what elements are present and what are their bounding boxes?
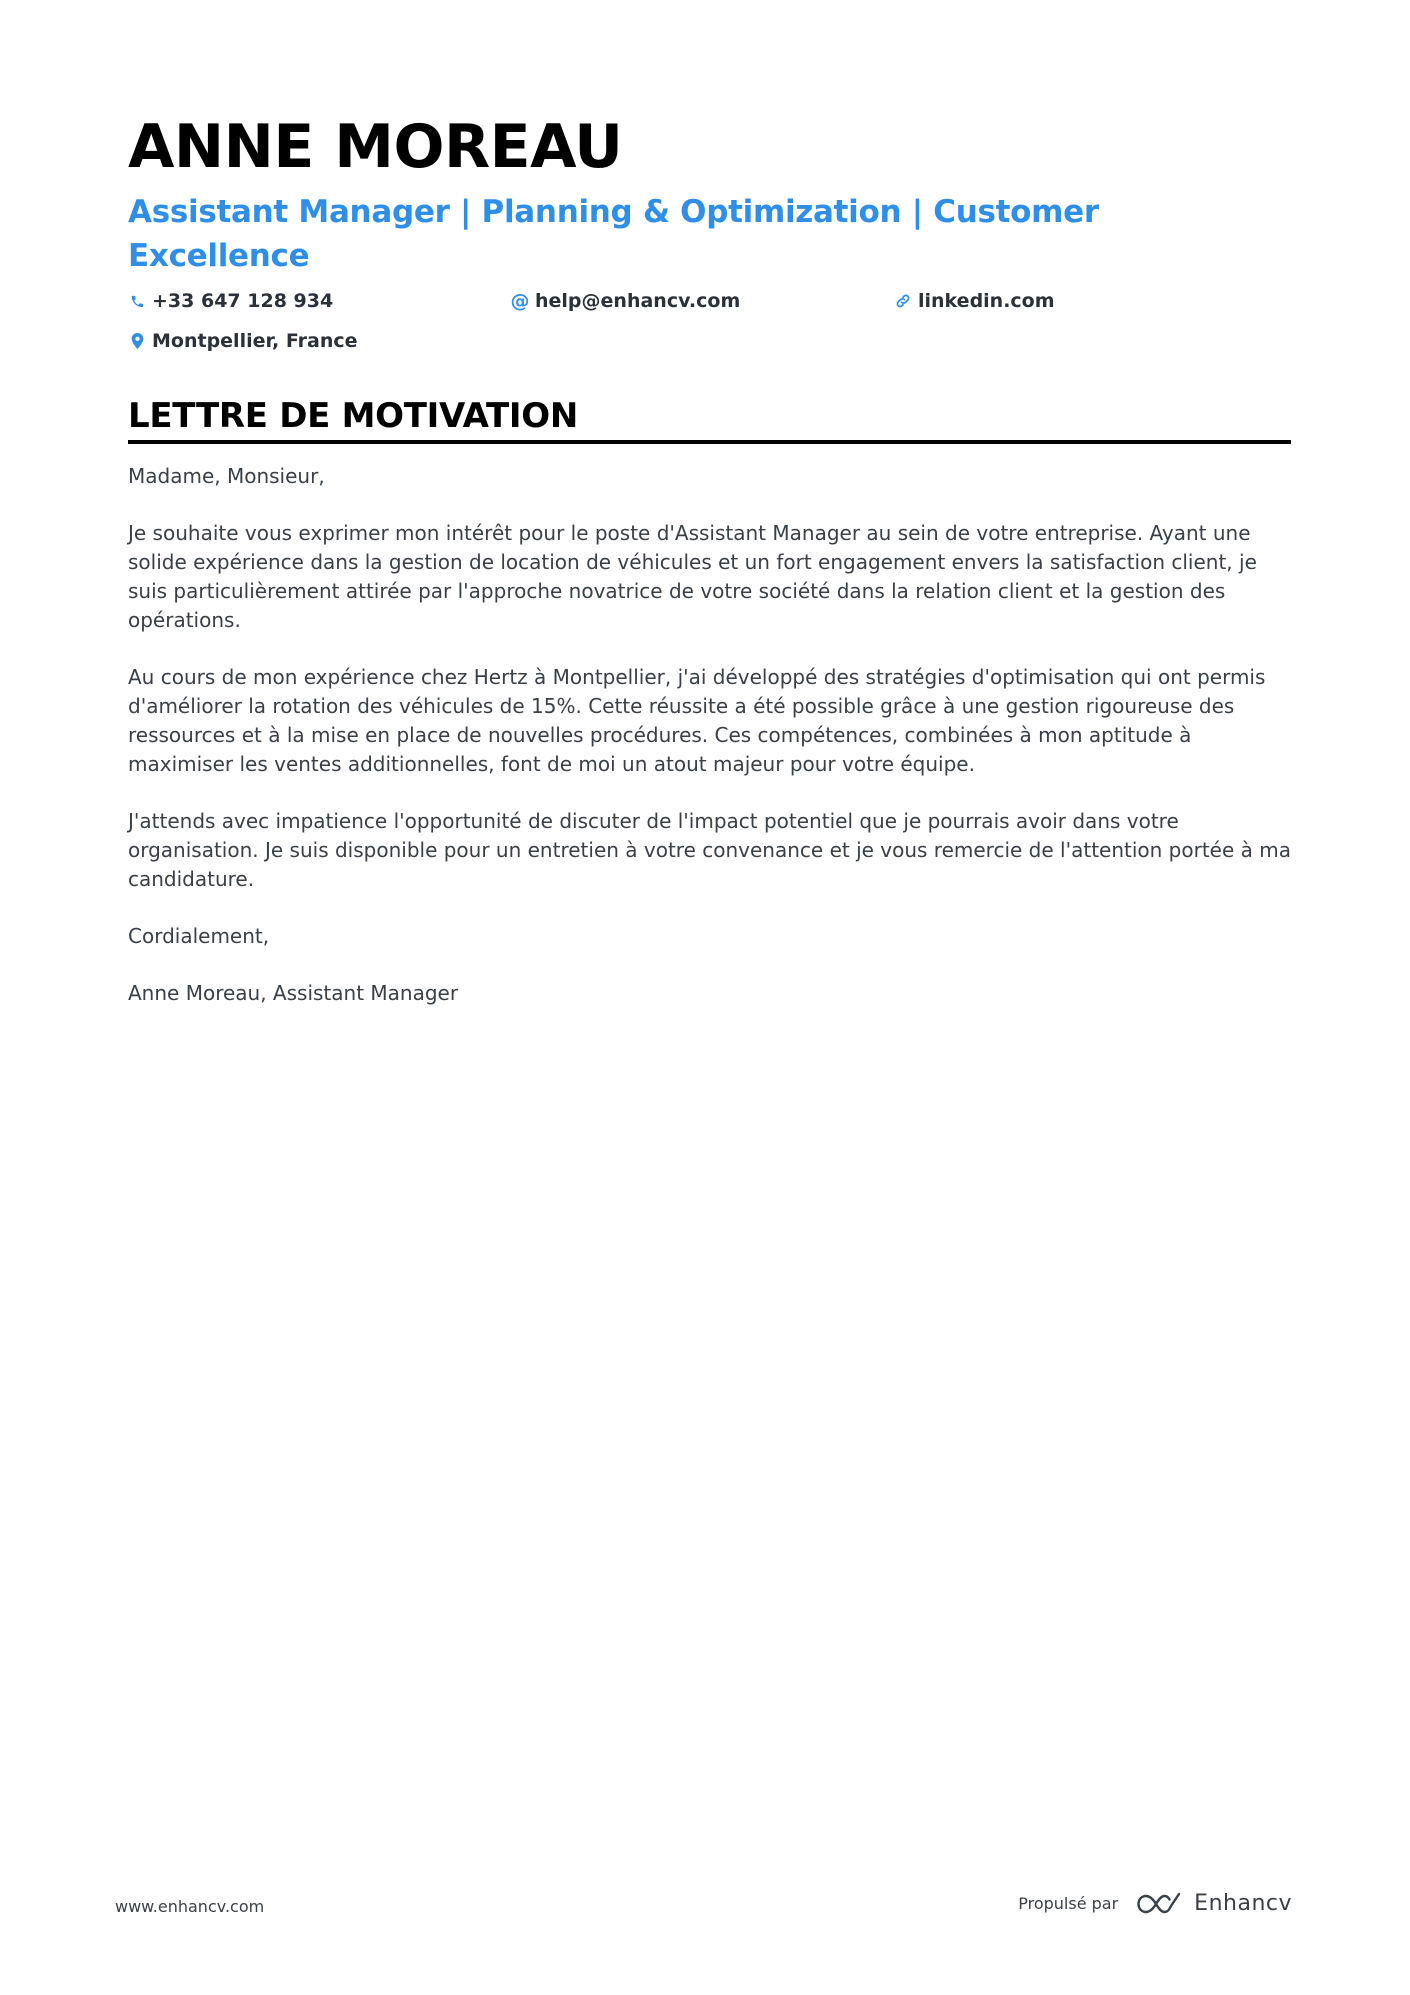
phone-number: +33 647 128 934 <box>152 290 334 312</box>
location-text: Montpellier, France <box>152 330 358 352</box>
brand-name: Enhancv <box>1194 1891 1292 1916</box>
footer-branding <box>1018 1890 1292 1918</box>
contact-phone <box>128 288 511 314</box>
contact-linkedin <box>894 288 1277 314</box>
contact-email <box>511 288 894 314</box>
candidate-name: ANNE MOREAU <box>128 112 623 182</box>
phone-icon <box>128 292 146 310</box>
contact-list <box>128 288 1288 354</box>
linkedin-link[interactable]: linkedin.com <box>918 290 1055 312</box>
section-title: LETTRE DE MOTIVATION <box>128 394 1291 444</box>
salutation: Madame, Monsieur, <box>128 464 325 488</box>
headline: Assistant Manager | Planning & Optimization | Customer Excellence <box>128 194 1099 274</box>
signature: Anne Moreau, Assistant Manager <box>128 981 459 1005</box>
letter-paragraph: Je souhaite vous exprimer mon intérêt pour le poste d'Assistant Manager au sein de votre entreprise. Ayant une solide expérience dans la gestion de location de véhicules et un fort engagement envers la satisfaction client, je suis particulièrement attirée par l'approche novatrice de votre société dans la relation client et la gestion des opérations. <box>128 521 1257 632</box>
header <box>128 108 1288 354</box>
email-address[interactable]: help@enhancv.com <box>535 290 741 312</box>
contact-location <box>128 328 511 354</box>
closing: Cordialement, <box>128 924 270 948</box>
letter-body <box>128 462 1291 1008</box>
link-icon <box>894 292 912 310</box>
map-pin-icon <box>128 332 146 350</box>
footer-website[interactable]: www.enhancv.com <box>115 1897 265 1916</box>
letter-paragraph: J'attends avec impatience l'opportunité de discuter de l'impact potentiel que je pourrais avoir dans votre organisation. Je suis disponible pour un entretien à votre convenance et je vous remercie de l'attention portée à ma candidature. <box>128 809 1291 891</box>
cover-letter-section <box>128 394 1291 1036</box>
powered-by-label: Propulsé par <box>1018 1894 1119 1913</box>
letter-paragraph: Au cours de mon expérience chez Hertz à Montpellier, j'ai développé des stratégies d'optimisation qui ont permis d'améliorer la rotation des véhicules de 15%. Cette réussite a été possible grâce à une gestion rigoureuse des ressources et à la mise en place de nouvelles procédures. Ces compétences, combinées à mon aptitude à maximiser les ventes additionnelles, font de moi un atout majeur pour votre équipe. <box>128 665 1266 776</box>
at-icon: @ <box>510 290 530 312</box>
enhancv-logo-icon <box>1136 1891 1182 1917</box>
